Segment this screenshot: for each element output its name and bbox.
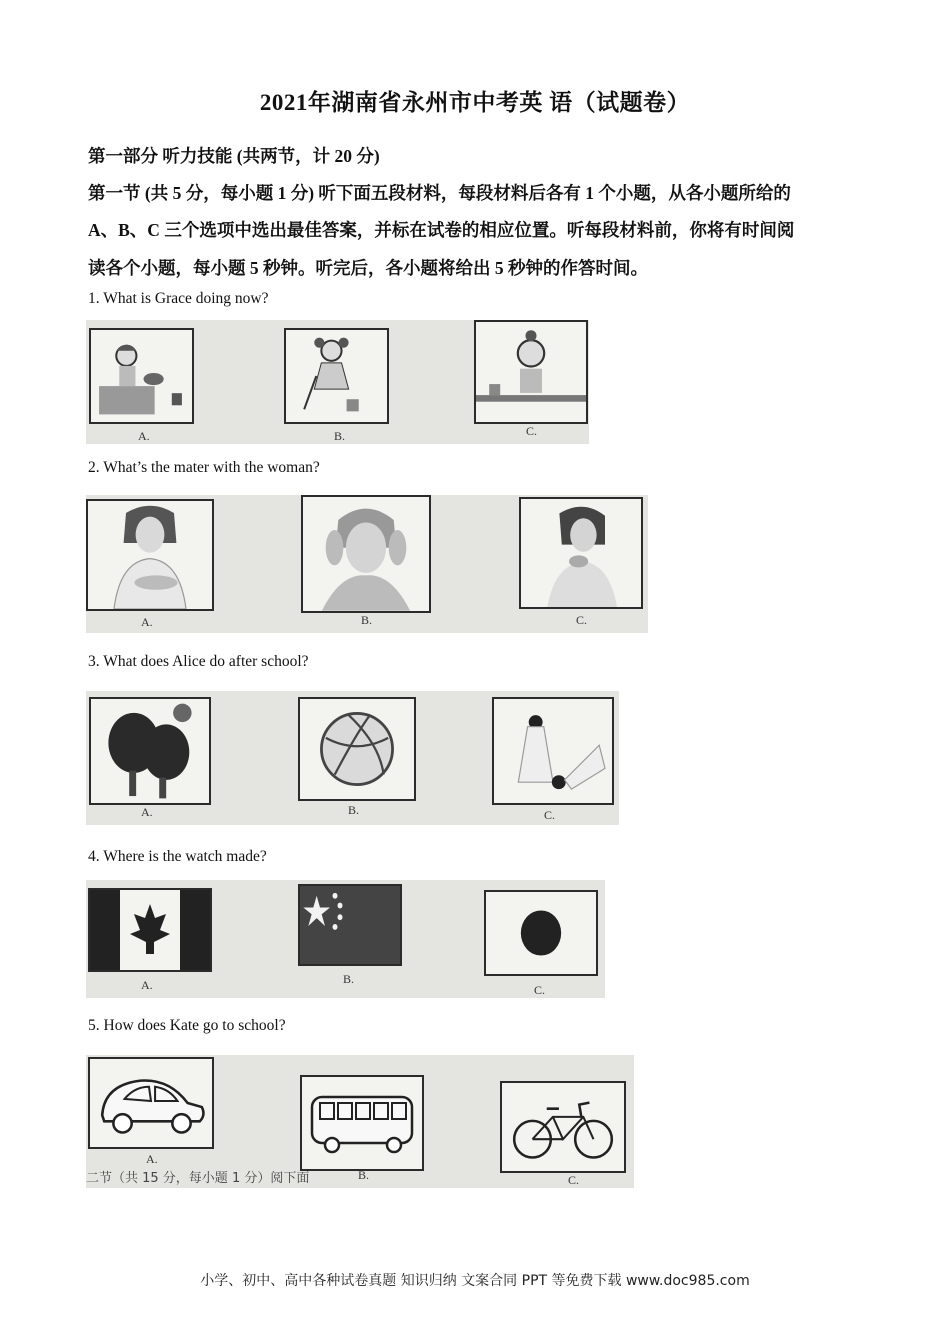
girl-washing-dishes-icon [474, 320, 588, 424]
girl-sweeping-floor-icon [284, 328, 389, 424]
volleyball-icon [298, 697, 416, 801]
option-b-label: B. [361, 613, 373, 627]
question-3-text: 3. What does Alice do after school? [88, 653, 309, 670]
option-a-label: A. [141, 615, 153, 629]
question-1-text: 1. What is Grace doing now? [88, 290, 269, 307]
canada-flag-icon [88, 888, 212, 972]
page-title: 2021年湖南省永州市中考英 语（试题卷） [259, 90, 691, 115]
ping-pong-icon [89, 697, 211, 805]
option-a-label: A. [141, 805, 153, 819]
japan-flag-icon [484, 890, 598, 976]
bus-icon [300, 1075, 424, 1171]
option-b-label: B. [358, 1168, 370, 1182]
section1-instruction-line-2: A、B、C 三个选项中选出最佳答案，并标在试卷的相应位置。听每段材料前，你将有时间阅 [88, 220, 795, 240]
option-b-label: B. [334, 429, 346, 443]
option-c-label: C. [576, 613, 588, 627]
question-5-images [86, 1055, 634, 1188]
option-a-label: A. [141, 978, 153, 992]
question-2-text: 2. What’s the mater with the woman? [88, 459, 320, 476]
question-3-images [86, 691, 619, 825]
option-c-label: C. [544, 808, 556, 822]
option-b-label: B. [348, 803, 360, 817]
girl-cleaning-table-icon [89, 328, 194, 424]
option-c-label: C. [526, 424, 538, 438]
option-c-label: C. [534, 983, 546, 997]
cutoff-next-section-text: 二节（共 15 分，每小题 1 分）阅下面 [86, 1171, 310, 1186]
woman-stomachache-icon [86, 499, 214, 611]
section1-instruction-line-3: 读各个小题，每小题 5 秒钟。听完后，各小题将给出 5 秒钟的作答时间。 [88, 258, 648, 278]
question-1-images [86, 320, 589, 444]
badminton-icon [492, 697, 614, 805]
woman-headache-icon [301, 495, 431, 613]
question-4-images [86, 880, 605, 998]
china-flag-icon [298, 884, 402, 966]
car-icon [88, 1057, 214, 1149]
option-a-label: A. [138, 429, 150, 443]
question-2-images [86, 495, 648, 633]
part1-heading: 第一部分 听力技能 (共两节，计 20 分) [88, 146, 380, 166]
question-5-text: 5. How does Kate go to school? [88, 1017, 286, 1034]
question-4-text: 4. Where is the watch made? [88, 848, 267, 865]
page-footer: 小学、初中、高中各种试卷真题 知识归纳 文案合同 PPT 等免费下载 www.doc985.com [200, 1273, 750, 1289]
bike-icon [500, 1081, 626, 1173]
option-a-label: A. [146, 1152, 158, 1166]
option-c-label: C. [568, 1173, 580, 1187]
section1-instruction-line-1: 第一节 (共 5 分，每小题 1 分) 听下面五段材料，每段材料后各有 1 个小题，从各小题所给的 [88, 183, 791, 203]
option-b-label: B. [343, 972, 355, 986]
woman-sore-throat-icon [519, 497, 643, 609]
